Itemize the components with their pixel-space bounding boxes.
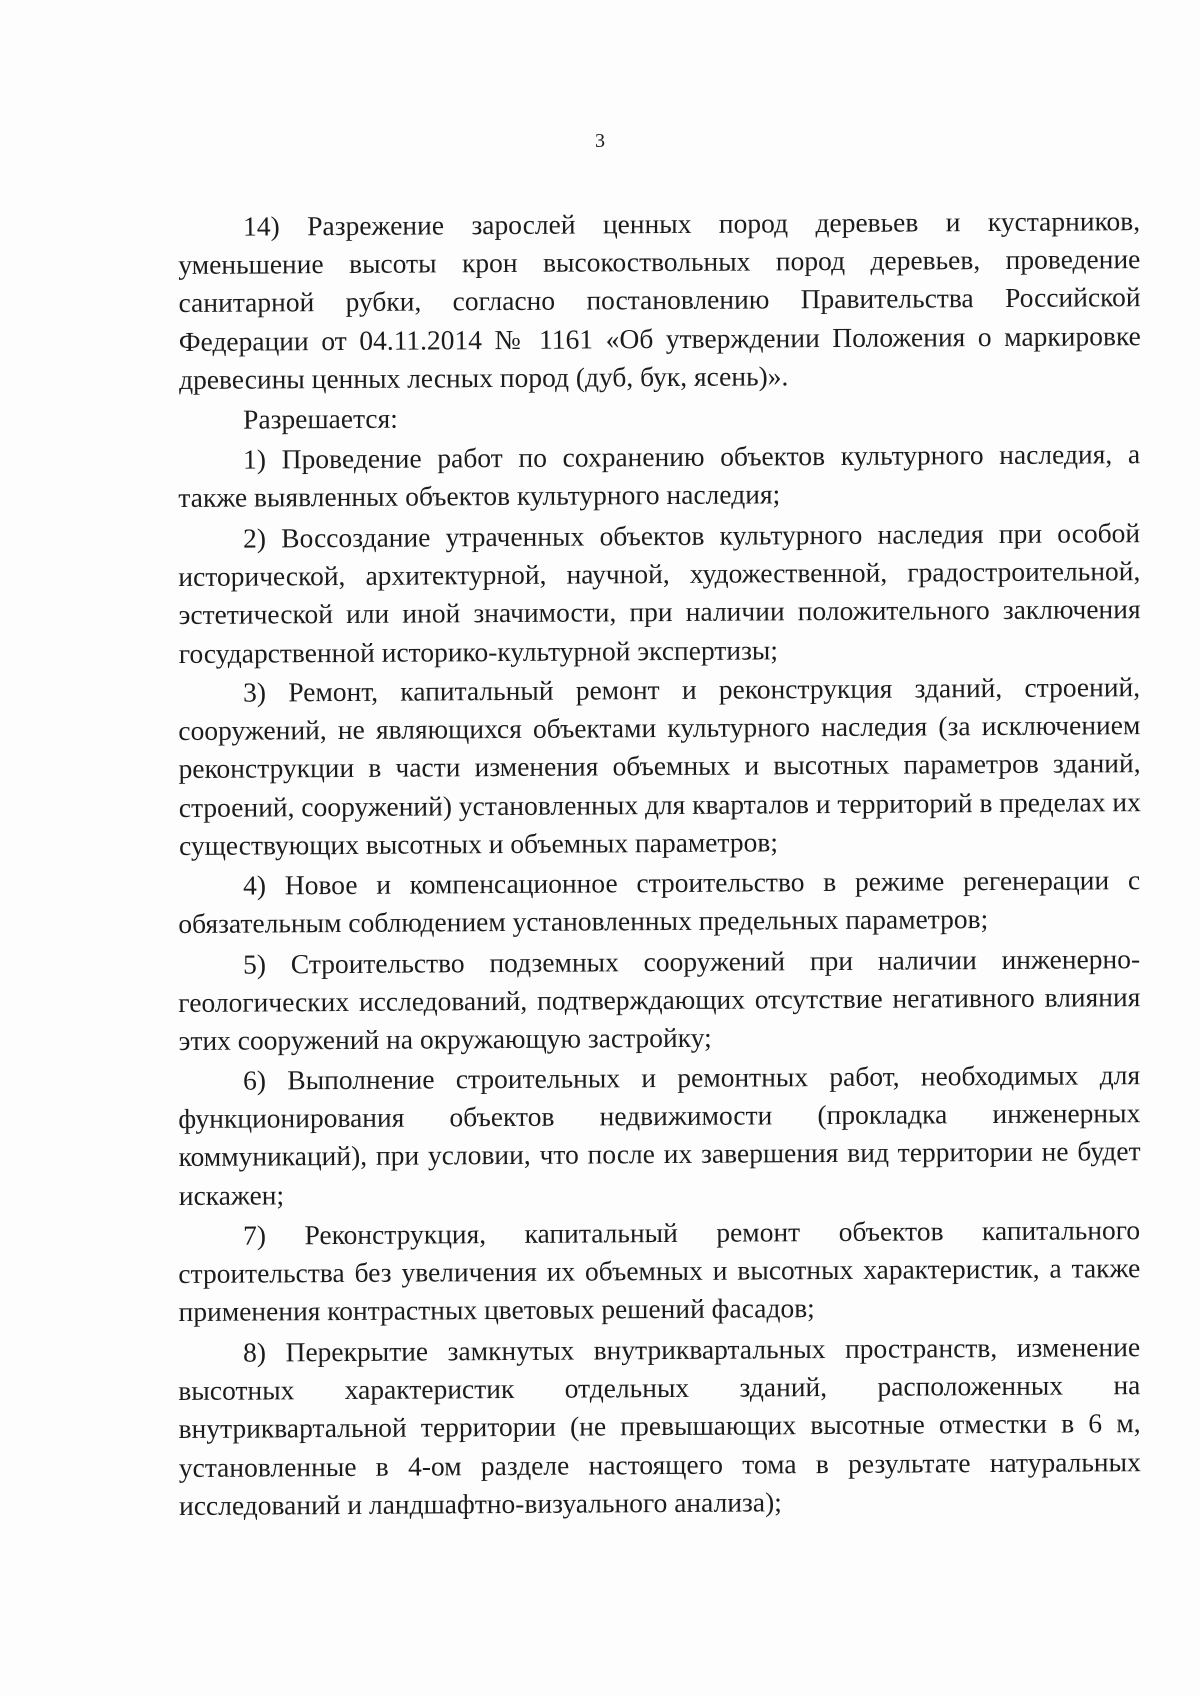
paragraph-item-3: 3) Ремонт, капитальный ремонт и реконструкция зданий, строений, сооружений, не являющихся объектами культурного наследия (за исключением реконструкции в части изменения объемных и высотных параметров зданий, строений, сооружений) установленных для кварталов и территорий в пределах их существующих высотных и объемных параметров; [178,671,1141,862]
document-body [178,205,1141,1527]
paragraph-item-5: 5) Строительство подземных сооружений при наличии инженерно-геологических исследований, подтверждающих отсутствие негативного влияния этих сооружений на окружающую застройку; [178,942,1141,1057]
paragraph-item-8: 8) Перекрытие замкнутых внутриквартальных пространств, изменение высотных характеристик отдельных зданий, расположенных на внутриквартальной территории (не превышающих высотные отместки в 6 м, установленные в 4-ом разделе настоящего тома в результате натуральных исследований и ландшафтно-визуального анализа); [178,1331,1141,1521]
paragraph-item-7: 7) Реконструкция, капитальный ремонт объектов капитального строительства без увеличения их объемных и высотных характеристик, а также применения контрастных цветовых решений фасадов; [178,1214,1141,1328]
page-number: 3 [595,130,605,152]
paragraph-item-1: 1) Проведение работ по сохранению объектов культурного наследия, а также выявленных объектов культурного наследия; [178,438,1141,514]
permitted-heading: Разрешается: [243,402,398,435]
paragraph-item-14: 14) Разрежение зарослей ценных пород деревьев и кустарников, уменьшение высоты крон высокоствольных пород деревьев, проведение санитарной рубки, согласно постановлению Правительства Российской Федерации от 04.11.2014 № 1161 «Об утверждении Положения о маркировке древесины ценных лесных пород (дуб, бук, ясень)». [178,205,1141,395]
paragraph-item-4: 4) Новое и компенсационное строительство в режиме регенерации с обязательным соблюдением установленных предельных параметров; [178,864,1141,940]
paragraph-item-2: 2) Воссоздание утраченных объектов культурного наследия при особой исторической, архитектурной, научной, художественной, градостроительной, эстетической или иной значимости, при наличии положительного заключения государственной историко-культурной экспертизы; [178,516,1141,669]
paragraph-item-6: 6) Выполнение строительных и ремонтных работ, необходимых для функционирования объектов недвижимости (прокладка инженерных коммуникаций), при условии, что после их завершения вид территории не будет искажен; [178,1059,1141,1212]
